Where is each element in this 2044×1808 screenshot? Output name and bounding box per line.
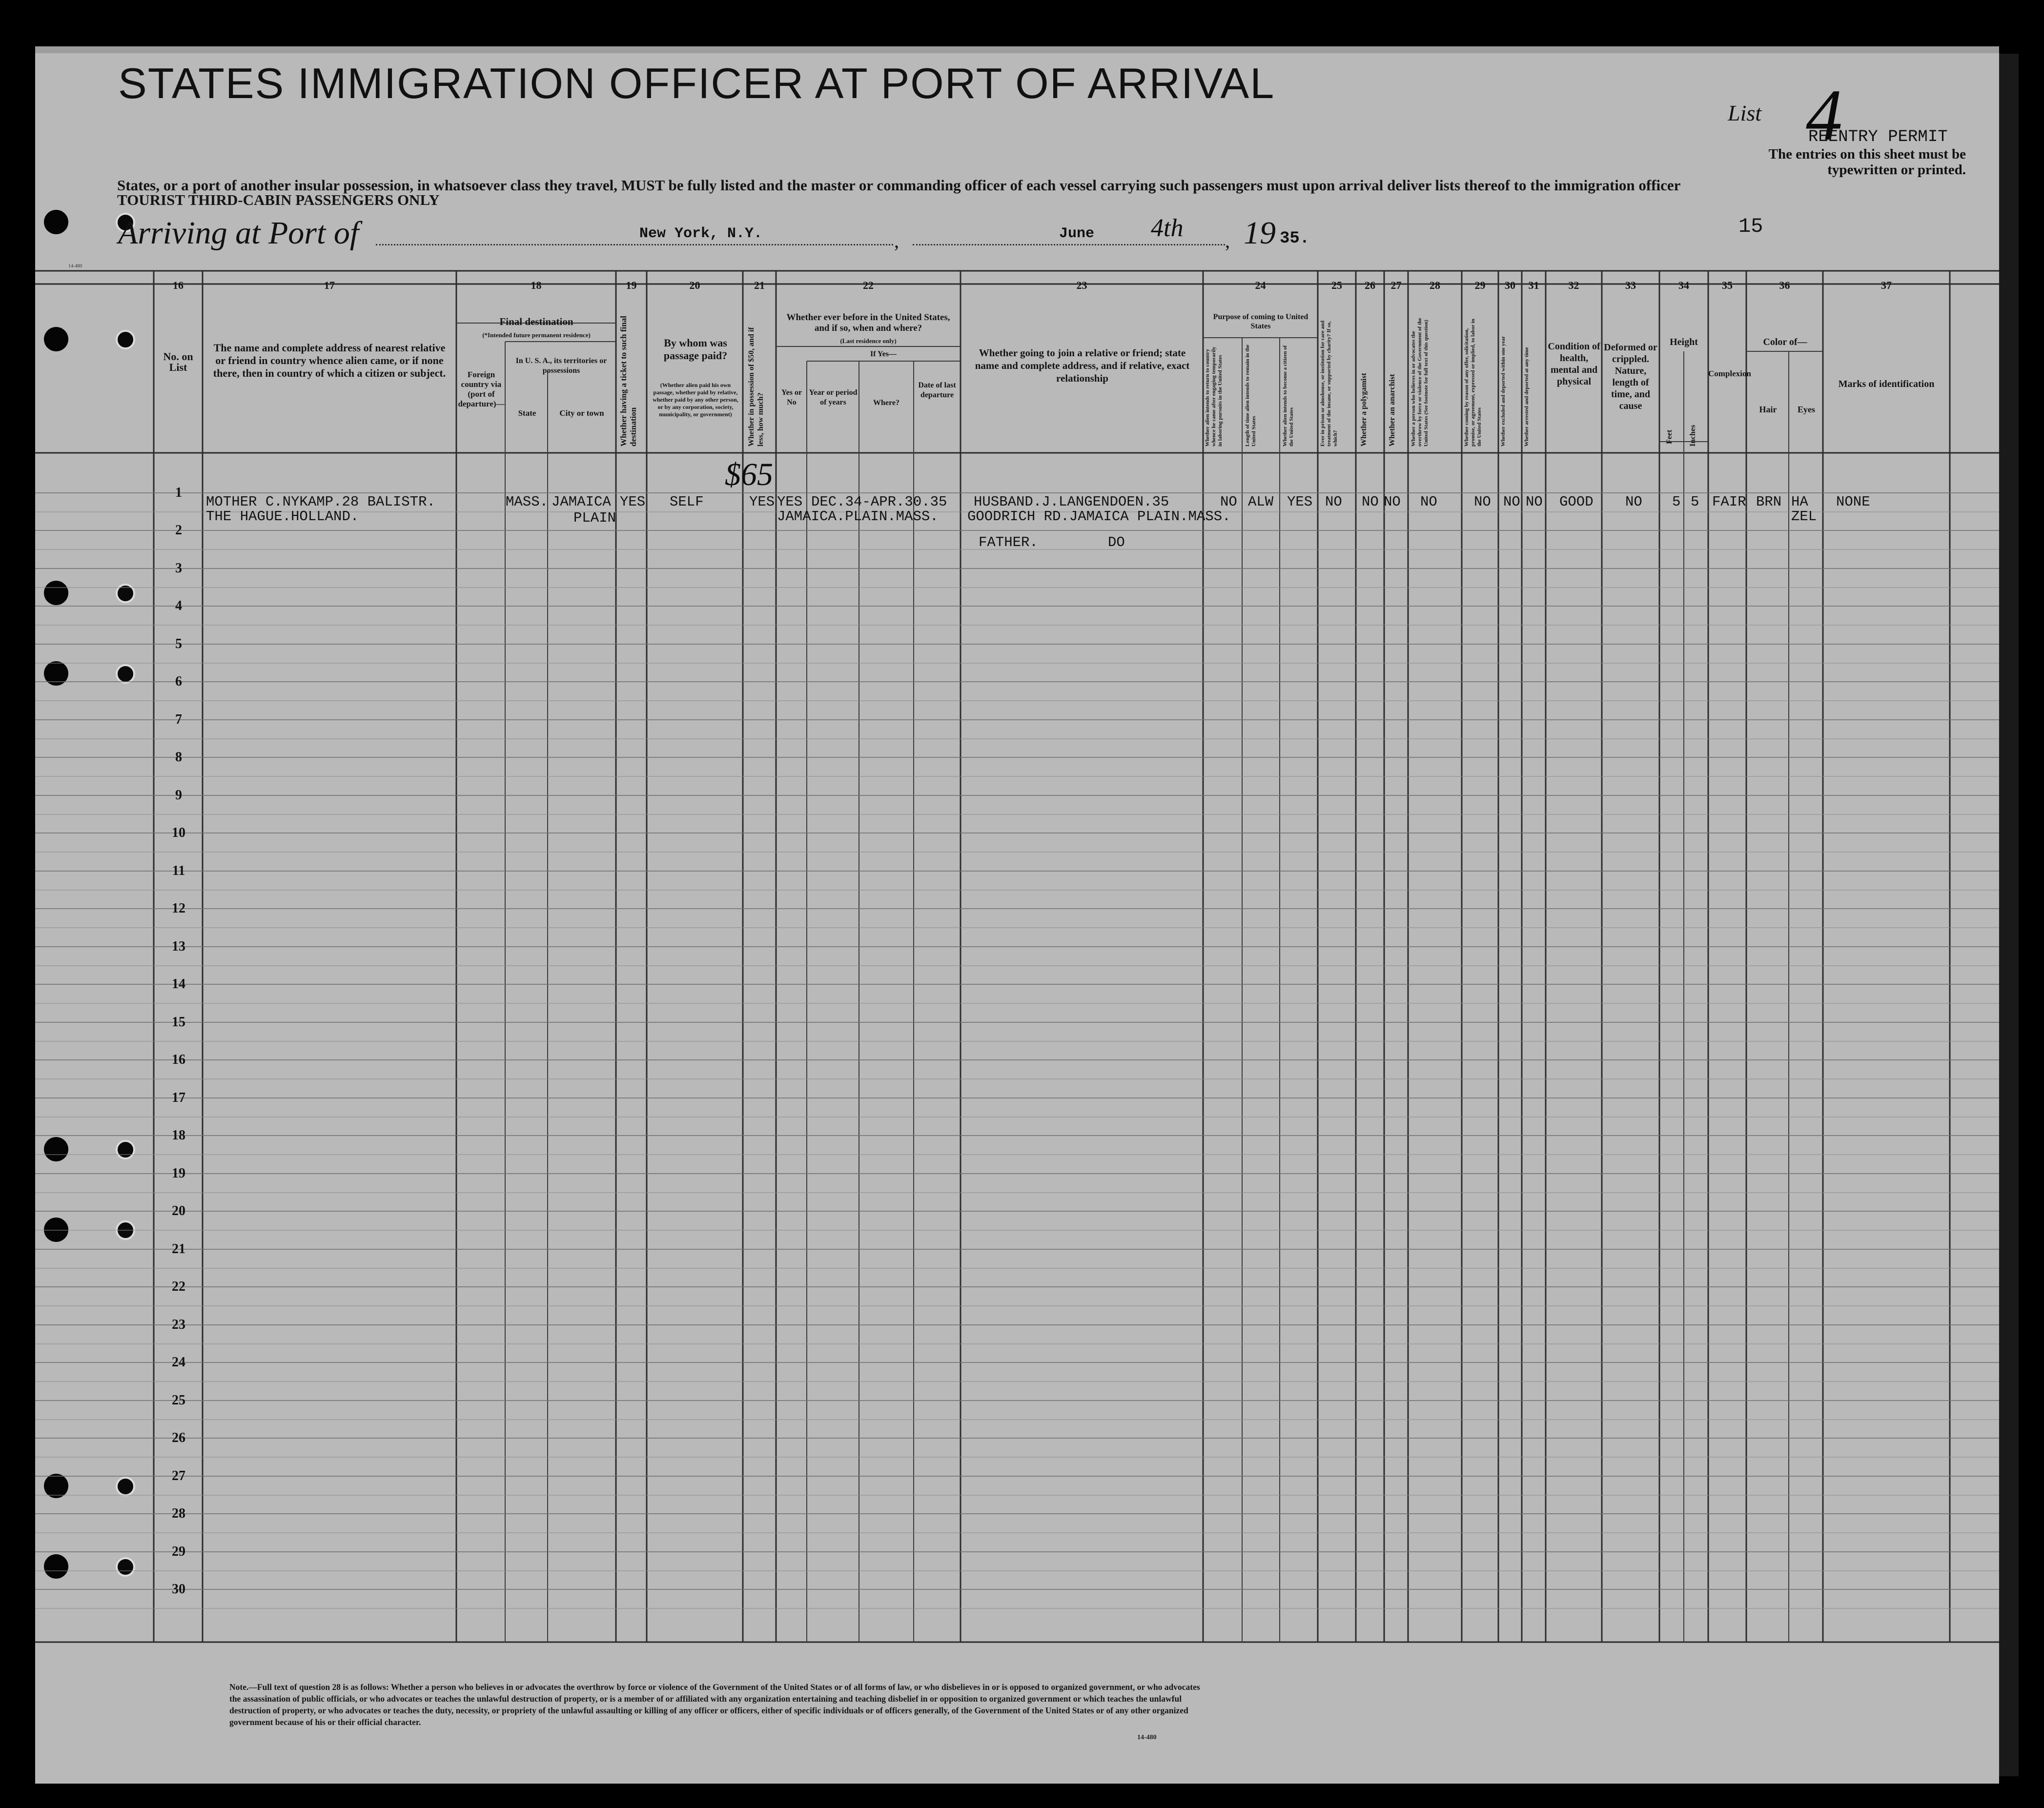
row-number: 3 <box>175 561 182 576</box>
comma-mark: , <box>1225 230 1230 252</box>
header-purpose-b: Length of time alien intends to remain in the United States <box>1245 345 1257 447</box>
entry-where: JAMAICA.PLAIN.MASS. <box>777 508 939 525</box>
header-anarchist: Whether an anarchist <box>1388 374 1396 447</box>
entry-purpose-a: NO <box>1220 494 1237 510</box>
header-money: Whether in possession of $50, and if less, how much? <box>747 327 765 447</box>
header-if-yes: If Yes— <box>870 350 897 358</box>
list-label: List <box>1728 101 1762 125</box>
entry-joining-line1: HUSBAND.J.LANGENDOEN.35 <box>974 494 1169 510</box>
column-number: 33 <box>1625 279 1636 291</box>
day-value: 4th <box>1151 214 1184 242</box>
entry-joining-line2: GOODRICH RD.JAMAICA PLAIN.MASS. <box>967 508 1231 525</box>
port-value: New York, N.Y. <box>639 225 763 242</box>
row-number: 18 <box>172 1128 185 1143</box>
row-number: 26 <box>172 1430 185 1445</box>
row-number: 19 <box>172 1166 185 1181</box>
column-number: 16 <box>173 279 184 291</box>
list-number: 4 <box>1806 75 1842 156</box>
row-number: 10 <box>172 825 185 840</box>
entries-note: The entries on this sheet must be typewritten or printed. <box>1768 146 1966 178</box>
entry-money-handwritten: $65 <box>725 457 773 492</box>
header-inches: Inches <box>1689 425 1697 447</box>
header-q29: Whether coming by reason of any offer, solicitation, promise, or agreement, expressed or implied, to labor in the United States <box>1464 319 1482 447</box>
header-foreign-country: Foreign country via (port of departure)— <box>458 370 505 408</box>
entry-feet: 5 <box>1672 494 1681 510</box>
entry-q28: NO <box>1420 494 1437 510</box>
header-purpose-c: Whether alien intends to become a citizen of the United States <box>1282 345 1294 447</box>
month-value: June <box>1059 225 1095 242</box>
entry-hair: BRN <box>1756 494 1782 510</box>
header-before-us: Whether ever before in the United States, and if so, when and where? <box>786 312 950 333</box>
year-prefix: 19 <box>1244 215 1276 251</box>
entry-period: DEC.34-APR.30.35 <box>811 494 947 510</box>
row-number: 1 <box>175 485 182 500</box>
form-number: 14-480 <box>1137 1734 1157 1741</box>
row-number: 11 <box>172 863 185 878</box>
header-height: Height <box>1670 337 1698 347</box>
row-number: 29 <box>172 1544 185 1559</box>
column-number: 19 <box>626 279 637 291</box>
year-suffix: 35. <box>1280 229 1310 248</box>
header-q28: Whether a person who believes in or advocates the overthrow by force or violence of the Government of the United States (See footnote for full text of this question) <box>1410 318 1429 447</box>
entry-joining-line3b: DO <box>1108 534 1125 550</box>
entry-purpose-b: ALW <box>1248 494 1274 510</box>
header-nearest-relative: The name and complete address of nearest relative or friend in country whence alien came, or if none there, then in country of which a citizen or subject. <box>213 342 446 379</box>
entry-eyes-line2: ZEL <box>1791 508 1817 525</box>
row-number: 13 <box>172 939 185 954</box>
row-number: 6 <box>175 674 182 689</box>
footnote-question-28: Note.—Full text of question 28 is as follows: Whether a person who believes in or advocates the overthrow by force or violence of the Government of the United States or of all forms of law, or who disbelieves in or is opposed to organized government, or who advocates the assassination of public officials, or who advocates or teaches the unlawful destruction of property, or is a member of or affiliated with any organization entertaining and teaching disbelief in or opposition to organized government or which teaches the unlawful destruction of property, or who advocates or teaches the duty, necessity, or propriety of the unlawful assaulting or killing of any officer or officers, either of specific individuals or of officers generally, of the Government of the United States or of any other organized government because of his or their official character. <box>229 1682 1200 1727</box>
header-feet: Feet <box>1665 429 1674 444</box>
header-deformed: Deformed or crippled. Nature, length of time, and cause <box>1604 342 1657 411</box>
row-number: 7 <box>175 712 182 727</box>
header-yes-or-no: Yes or No <box>781 388 802 406</box>
comma-mark: , <box>894 230 899 252</box>
column-number: 28 <box>1430 279 1440 291</box>
instruction-text: States, or a port of another insular possession, in whatsoever class they travel, MUST be fully listed and the master or commanding officer of each vessel carrying such passengers must upon arrival deliver lists thereof to the immigration officer <box>117 177 1681 194</box>
row-number: 24 <box>172 1355 185 1370</box>
header-eyes: Eyes <box>1798 405 1815 414</box>
header-before-us-sub: (Last residence only) <box>840 337 897 345</box>
row-number: 5 <box>175 636 182 651</box>
reentry-permit-stamp: REENTRY PERMIT <box>1808 128 1948 146</box>
row-number: 17 <box>172 1090 185 1105</box>
header-q30: Whether excluded and deported within one year <box>1500 336 1506 447</box>
header-purpose-a: Whether alien intends to return to country whence he came after engaging temporarily in laboring pursuits in the United States <box>1205 346 1223 447</box>
column-number: 22 <box>863 279 874 291</box>
column-number: 20 <box>689 279 700 291</box>
header-where: Where? <box>873 399 899 407</box>
column-number: 35 <box>1722 279 1733 291</box>
header-final-destination-sub: (*Intended future permanent residence) <box>482 331 591 339</box>
entry-anarchist: NO <box>1384 494 1401 510</box>
entry-by-whom: SELF <box>670 494 704 510</box>
row-number: 23 <box>172 1317 185 1332</box>
header-by-whom: By whom was passage paid? <box>663 337 728 362</box>
entry-before-yes: YES <box>777 494 803 510</box>
entry-money: YES <box>749 494 775 510</box>
header-by-whom-sub: (Whether alien paid his own passage, whether paid by relative, whether paid by any other person, or by any corporation, society, municipality, or government) <box>653 382 738 418</box>
header-hair: Hair <box>1759 405 1777 414</box>
row-number: 25 <box>172 1393 185 1408</box>
column-number: 17 <box>324 279 335 291</box>
row-number: 15 <box>172 1015 185 1030</box>
column-number: 31 <box>1528 279 1539 291</box>
row-number: 20 <box>172 1203 185 1219</box>
header-no-on-list: No. on List <box>163 350 193 373</box>
entry-eyes-line1: HA <box>1791 494 1808 510</box>
arriving-label: Arriving at Port of <box>118 215 359 251</box>
column-number: 27 <box>1390 279 1402 291</box>
entry-complexion: FAIR <box>1712 494 1746 510</box>
header-joining: Whether going to join a relative or friend; state name and complete address, and if relative, exact relationship <box>975 347 1190 384</box>
header-marks: Marks of identification <box>1838 379 1935 389</box>
header-state: State <box>518 408 536 418</box>
row-number: 27 <box>172 1468 185 1483</box>
class-line: TOURIST THIRD-CABIN PASSENGERS ONLY <box>117 191 440 208</box>
header-city-or-town: City or town <box>559 408 604 418</box>
row-number: 12 <box>172 901 185 916</box>
column-number: 29 <box>1474 279 1486 291</box>
entry-prison: NO <box>1325 494 1342 510</box>
row-number: 8 <box>175 750 182 765</box>
header-condition: Condition of health, mental and physical <box>1548 341 1600 387</box>
header-final-destination: Final destination <box>499 316 573 327</box>
entry-city-line2: PLAIN <box>573 510 616 526</box>
header-purpose: Purpose of coming to United States <box>1213 313 1308 330</box>
sheet-number: 15 <box>1738 215 1763 238</box>
header-polygamist: Whether a polygamist <box>1360 373 1368 447</box>
column-number: 30 <box>1505 279 1515 291</box>
row-number: 2 <box>175 523 182 538</box>
row-number: 4 <box>175 598 182 613</box>
column-number: 21 <box>754 279 765 291</box>
entry-relative-line1: MOTHER C.NYKAMP.28 BALISTR. <box>206 494 435 510</box>
entry-q29: NO <box>1474 494 1491 510</box>
header-period: Year or period of years <box>809 388 858 406</box>
row-number: 30 <box>172 1582 185 1597</box>
row-number: 21 <box>172 1241 185 1257</box>
column-number: 36 <box>1779 279 1790 291</box>
row-number: 22 <box>172 1279 185 1294</box>
header-in-usa: In U. S. A., its territories or possessions <box>515 357 607 375</box>
entry-joining-line3a: FATHER. <box>979 534 1038 550</box>
row-number: 9 <box>175 788 182 803</box>
column-number: 26 <box>1365 279 1375 291</box>
entry-marks: NONE <box>1836 494 1870 510</box>
row-number: 16 <box>172 1052 185 1067</box>
small-code: 14-480 <box>68 264 82 269</box>
header-color-of: Color of— <box>1763 337 1807 347</box>
entry-q30: NO <box>1503 494 1520 510</box>
header-ticket: Whether having a ticket to such final destination <box>619 316 638 447</box>
column-number: 23 <box>1076 279 1087 291</box>
column-number: 25 <box>1331 279 1342 291</box>
column-number: 24 <box>1255 279 1266 291</box>
entry-state: MASS. <box>506 494 549 510</box>
column-number: 34 <box>1678 279 1689 291</box>
entry-inches: 5 <box>1691 494 1699 510</box>
header-q31: Whether arrested and deported at any time <box>1524 347 1530 447</box>
header-complexion: Complexion <box>1708 369 1751 378</box>
column-number: 37 <box>1881 279 1892 291</box>
column-number: 32 <box>1568 279 1579 291</box>
header-prison: Ever in prison or almshouse, or institution for care and treatment of the insane, or supported by charity? If so, which? <box>1320 320 1338 447</box>
column-number: 18 <box>531 279 542 291</box>
row-number: 28 <box>172 1506 185 1521</box>
entry-q31: NO <box>1526 494 1543 510</box>
entry-relative-line2: THE HAGUE.HOLLAND. <box>206 508 359 525</box>
entry-polygamist: NO <box>1362 494 1379 510</box>
header-date-last-departure: Date of last departure <box>918 381 956 399</box>
entry-condition: GOOD <box>1559 494 1594 510</box>
entry-ticket: YES <box>620 494 646 510</box>
row-number: 14 <box>172 976 185 992</box>
entry-deformed: NO <box>1625 494 1642 510</box>
entry-city-line1: JAMAICA <box>552 494 611 510</box>
page-title: STATES IMMIGRATION OFFICER AT PORT OF ARRIVAL <box>118 59 1275 107</box>
entry-purpose-c: YES <box>1287 494 1313 510</box>
